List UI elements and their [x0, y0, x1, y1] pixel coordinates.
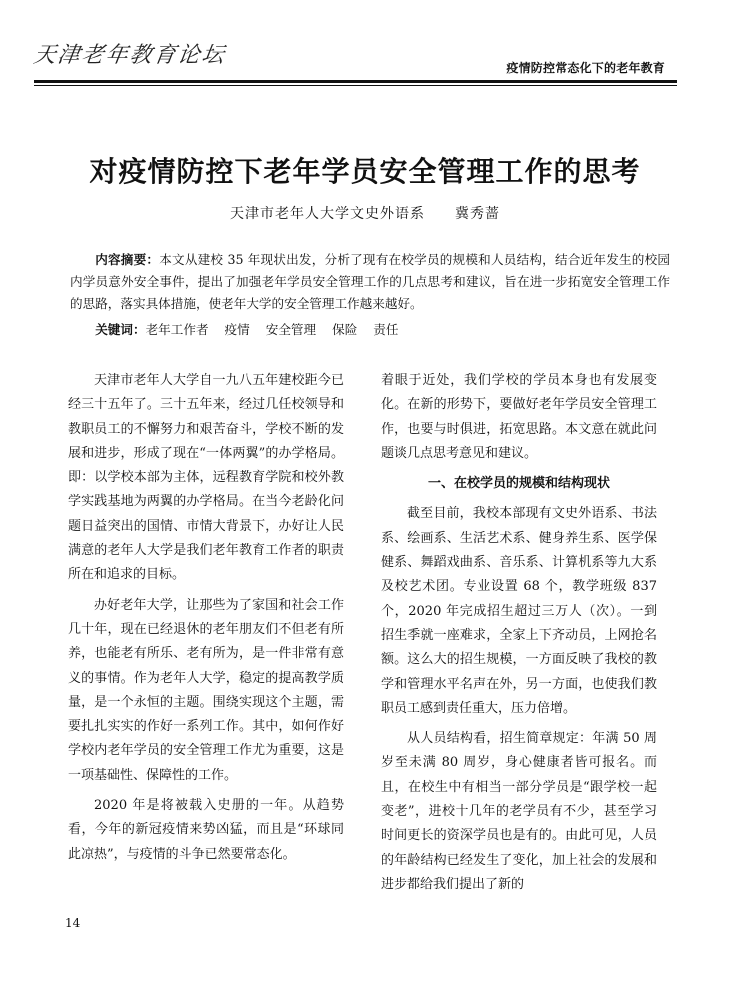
body-paragraph: 截至目前，我校本部现有文史外语系、书法系、绘画系、生活艺术系、健身养生系、医学保健系、舞蹈戏曲系、音乐系、计算机系等九大系及校艺术团。专业设置 68 个，教学班级 837 个，2020 年完成招生超过三万人（次）。一到招生季就一座难求，全家上下齐动员，上网抢名额。这么大的招生规模，一方面反映了我校的教学和管理水平名声在外，另一方面，也使我们教职员工感到责任重大，压力倍增。: [381, 506, 657, 716]
abstract-label: 内容摘要：: [95, 252, 160, 267]
page-number: 14: [65, 916, 81, 930]
header-rule-thin: [34, 85, 677, 86]
journal-name: 天津老年教育论坛: [31, 43, 228, 68]
body-paragraph: 办好老年大学，让那些为了家国和社会工作几十年，现在已经退休的老年朋友们不但老有所养，也能老有所乐、老有所为，是一件非常有意义的事情。作为老年人大学，稳定的提高教学质量，是一个永恒的主题。围绕实现这个主题，需要扎扎实实的作好一系列工作。其中，如何作好学校内老年学员的安全管理工作尤为重要，这是一项基础性、保障性的工作。: [68, 597, 344, 783]
running-header: [31, 38, 677, 88]
author-department: 天津市老年人大学文史外语系: [230, 206, 425, 222]
body-paragraph: 着眼于近处，我们学校的学员本身也有发展变化。在新的形势下，要做好老年学员安全管理工作，也要与时俱进，拓宽思路。本文意在就此问题谈几点思考意见和建议。: [381, 373, 657, 461]
header-rule-thick: [34, 80, 677, 83]
keywords: [70, 319, 670, 341]
article-title: 对疫情防控下老年学员安全管理工作的思考: [89, 154, 641, 188]
body-paragraph: 天津市老年人大学自一九八五年建校距今已经三十五年了。三十五年来，经过几任校领导和教职员工的不懈努力和艰苦奋斗，学校不断的发展和进步，形成了现在“一体两翼”的办学格局。即：以学校本部为主体，远程教育学院和校外教学实践基地为两翼的办学格局。在当今老龄化问题日益突出的国情、市情大背景下，办好让人民满意的老年人大学是我们老年教育工作者的职责所在和追求的目标。: [68, 373, 344, 583]
left-column: [68, 369, 344, 873]
section-heading: 一、在校学员的规模和结构现状: [427, 476, 610, 492]
section-label: 疫情防控常态化下的老年教育: [506, 61, 665, 75]
body-paragraph: 2020 年是将被载入史册的一年。从趋势看，今年的新冠疫情来势凶猛，而且是“环球同此凉热”，与疫情的斗争已然要常态化。: [68, 798, 344, 862]
keywords-label: 关键词：: [95, 322, 146, 337]
right-column: [381, 369, 657, 903]
body-paragraph: 从人员结构看，招生简章规定：年满 50 周岁至未满 80 周岁，身心健康者皆可报名。而且，在校生中有相当一部分学员是“跟学校一起变老”，进校十几年的老学员有不少，甚至学习时间更长的资深学员也是有的。由此可见，人员的年龄结构已经发生了变化，加上社会的发展和进步都给我们提出了新的: [381, 731, 657, 892]
abstract: [70, 249, 670, 315]
keywords-text: 老年工作者 疫情 安全管理 保险 责任: [145, 322, 399, 337]
byline: [0, 203, 730, 223]
abstract-text: 本文从建校 35 年现状出发，分析了现有在校学员的规模和人员结构，结合近年发生的校园内学员意外安全事件，提出了加强老年学员安全管理工作的几点思考和建议，旨在进一步拓宽安全管理工作的思路，落实具体措施，使老年大学的安全管理工作越来越好。: [70, 252, 670, 311]
author-name: 冀秀蔷: [455, 206, 500, 222]
